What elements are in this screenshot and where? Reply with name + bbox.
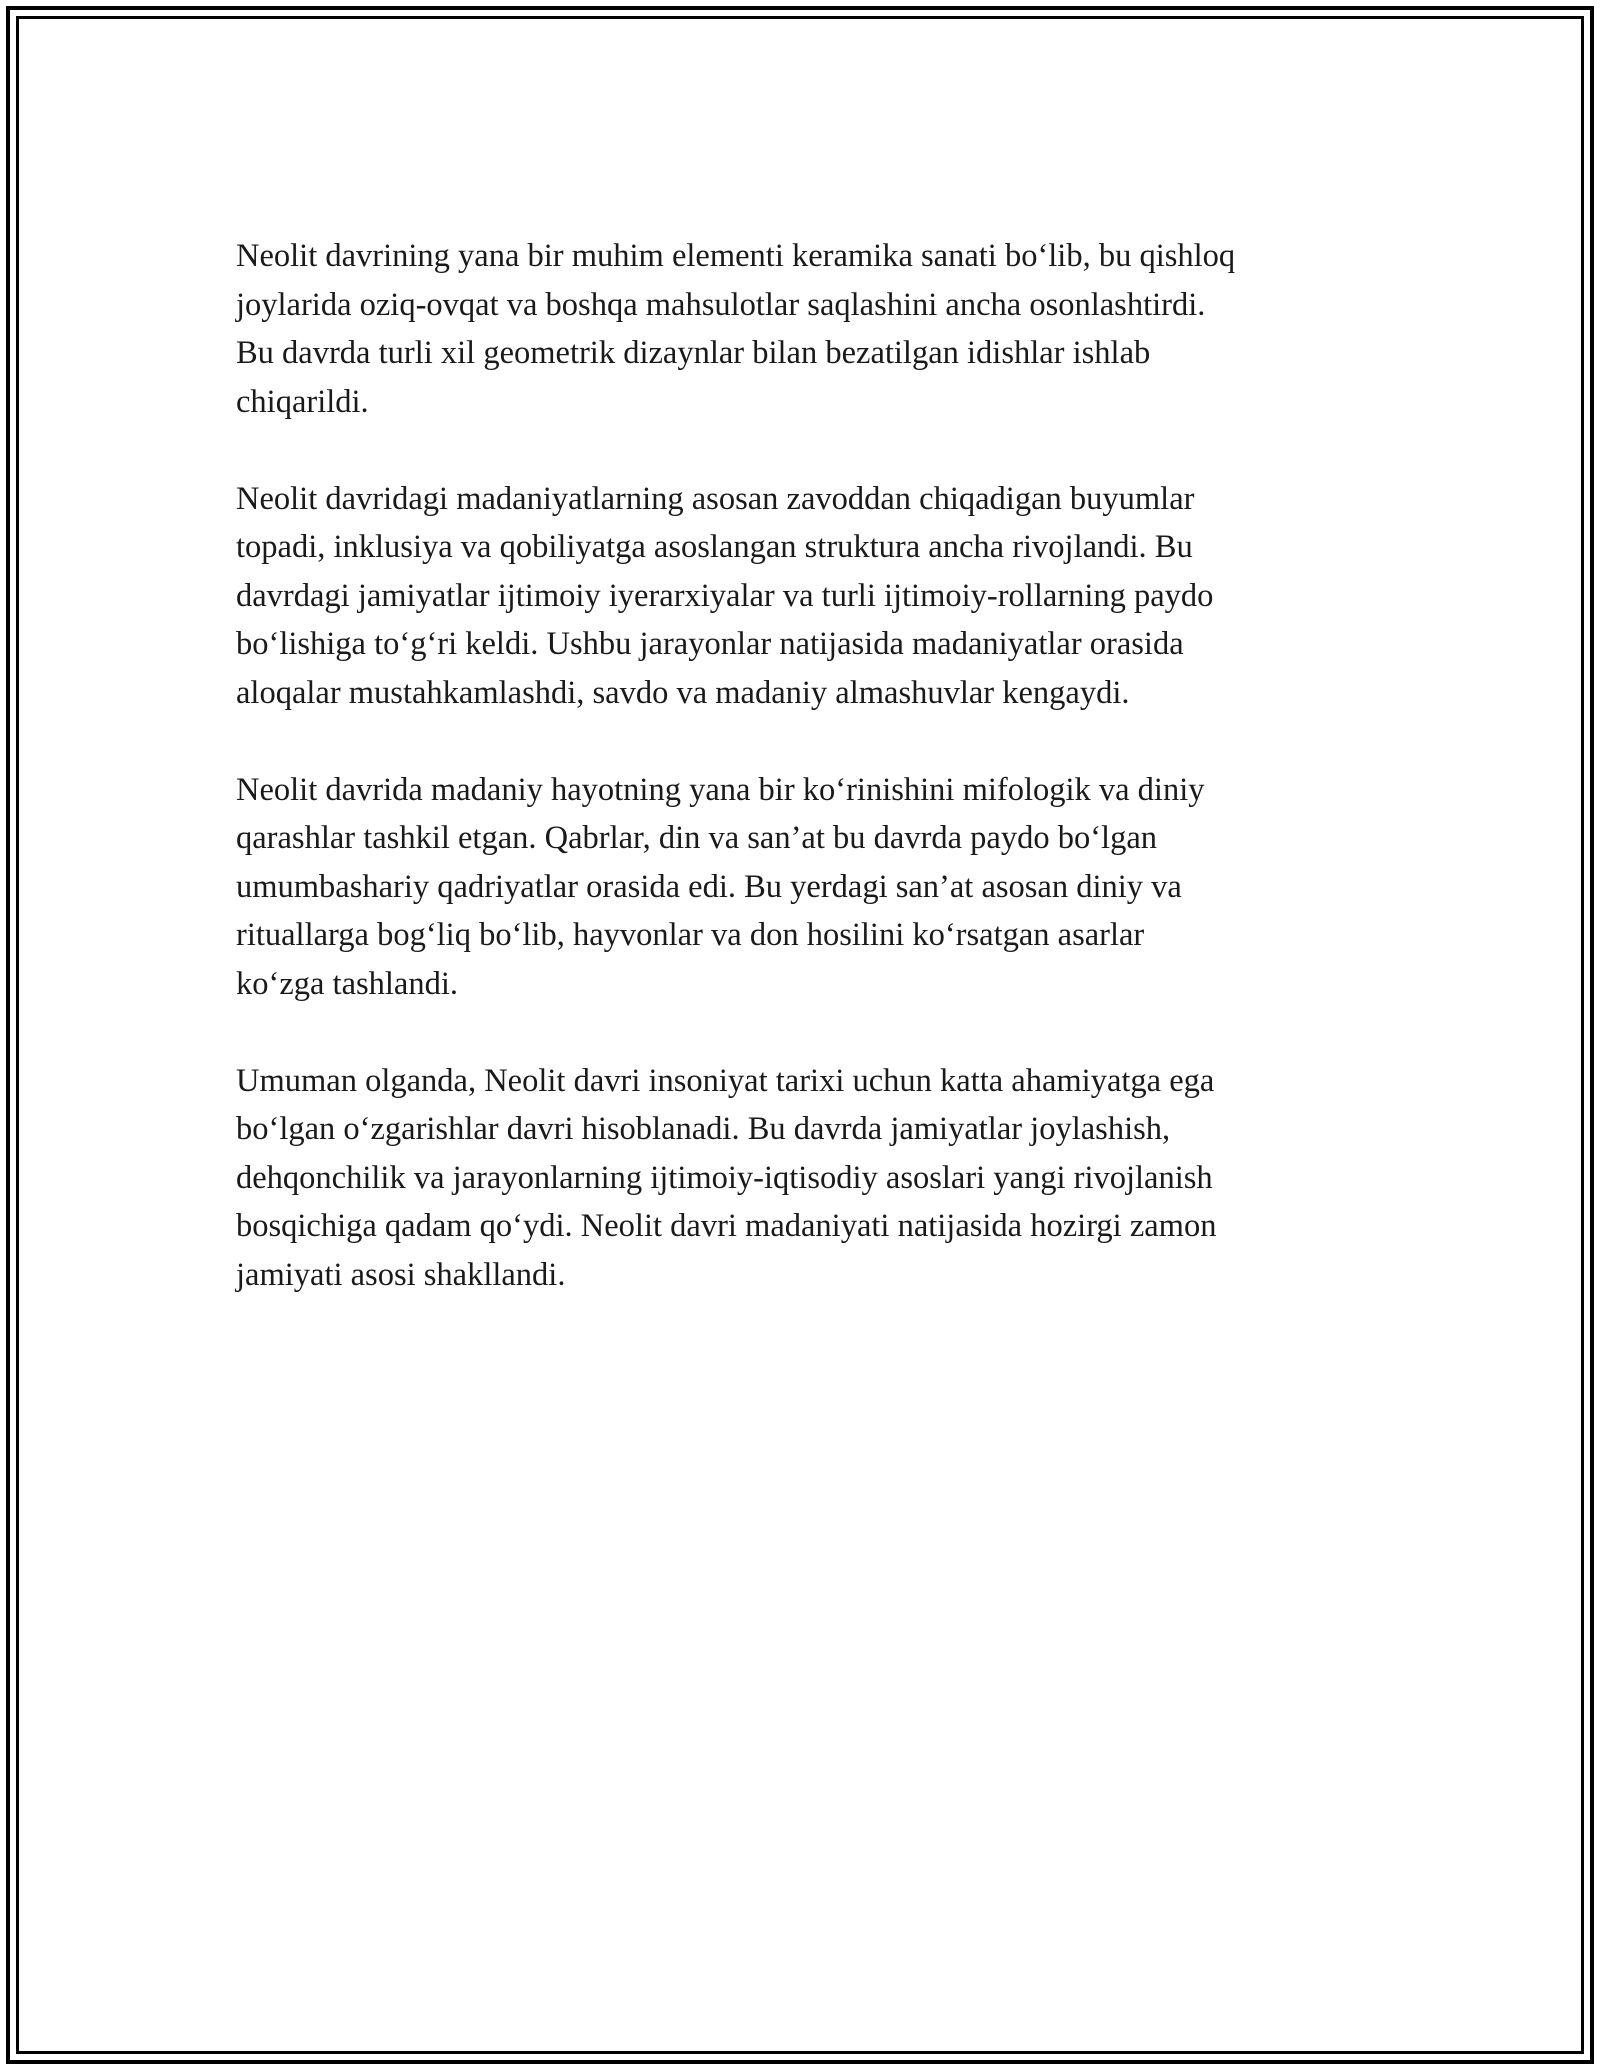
paragraph-3: Neolit davrida madaniy hayotning yana bir ko‘rinishini mifologik va diniy qarashlar tashkil etgan. Qabrlar, din va san’at bu davrda paydo bo‘lgan umumbashariy qadriyatlar orasida edi. Bu yerdagi san’at asosan diniy va rituallarga bog‘liq bo‘lib, hayvonlar va don hosilini ko‘rsatgan asarlar ko‘zga tashlandi. — [236, 771, 1205, 1002]
paragraph-2: Neolit davridagi madaniyatlarning asosan zavoddan chiqadigan buyumlar topadi, inklusiya va qobiliyatga asoslangan struktura ancha rivojlandi. Bu davrdagi jamiyatlar ijtimoiy iyerarxiyalar va turli ijtimoiy-rollarning paydo bo‘lishiga to‘g‘ri keldi. Ushbu jarayonlar natijasida madaniyatlar orasida aloqalar mustahkamlashdi, savdo va madaniy almashuvlar kengaydi. — [236, 480, 1214, 711]
paragraph-4: Umuman olganda, Neolit davri insoniyat tarixi uchun katta ahamiyatga ega bo‘lgan o‘zgarishlar davri hisoblanadi. Bu davrda jamiyatlar joylashish, dehqonchilik va jarayonlarning ijtimoiy-iqtisodiy asoslari yangi rivojlanish bosqichiga qadam qo‘ydi. Neolit davri madaniyati natijasida hozirgi zamon jamiyati asosi shakllandi. — [236, 1062, 1217, 1293]
paragraph-1: Neolit davrining yana bir muhim elementi keramika sanati bo‘lib, bu qishloq joylarida oziq-ovqat va boshqa mahsulotlar saqlashini ancha osonlashtirdi. Bu davrda turli xil geometrik dizaynlar bilan bezatilgan idishlar ishlab chiqarildi. — [236, 238, 1236, 420]
document-body — [236, 232, 1366, 1299]
